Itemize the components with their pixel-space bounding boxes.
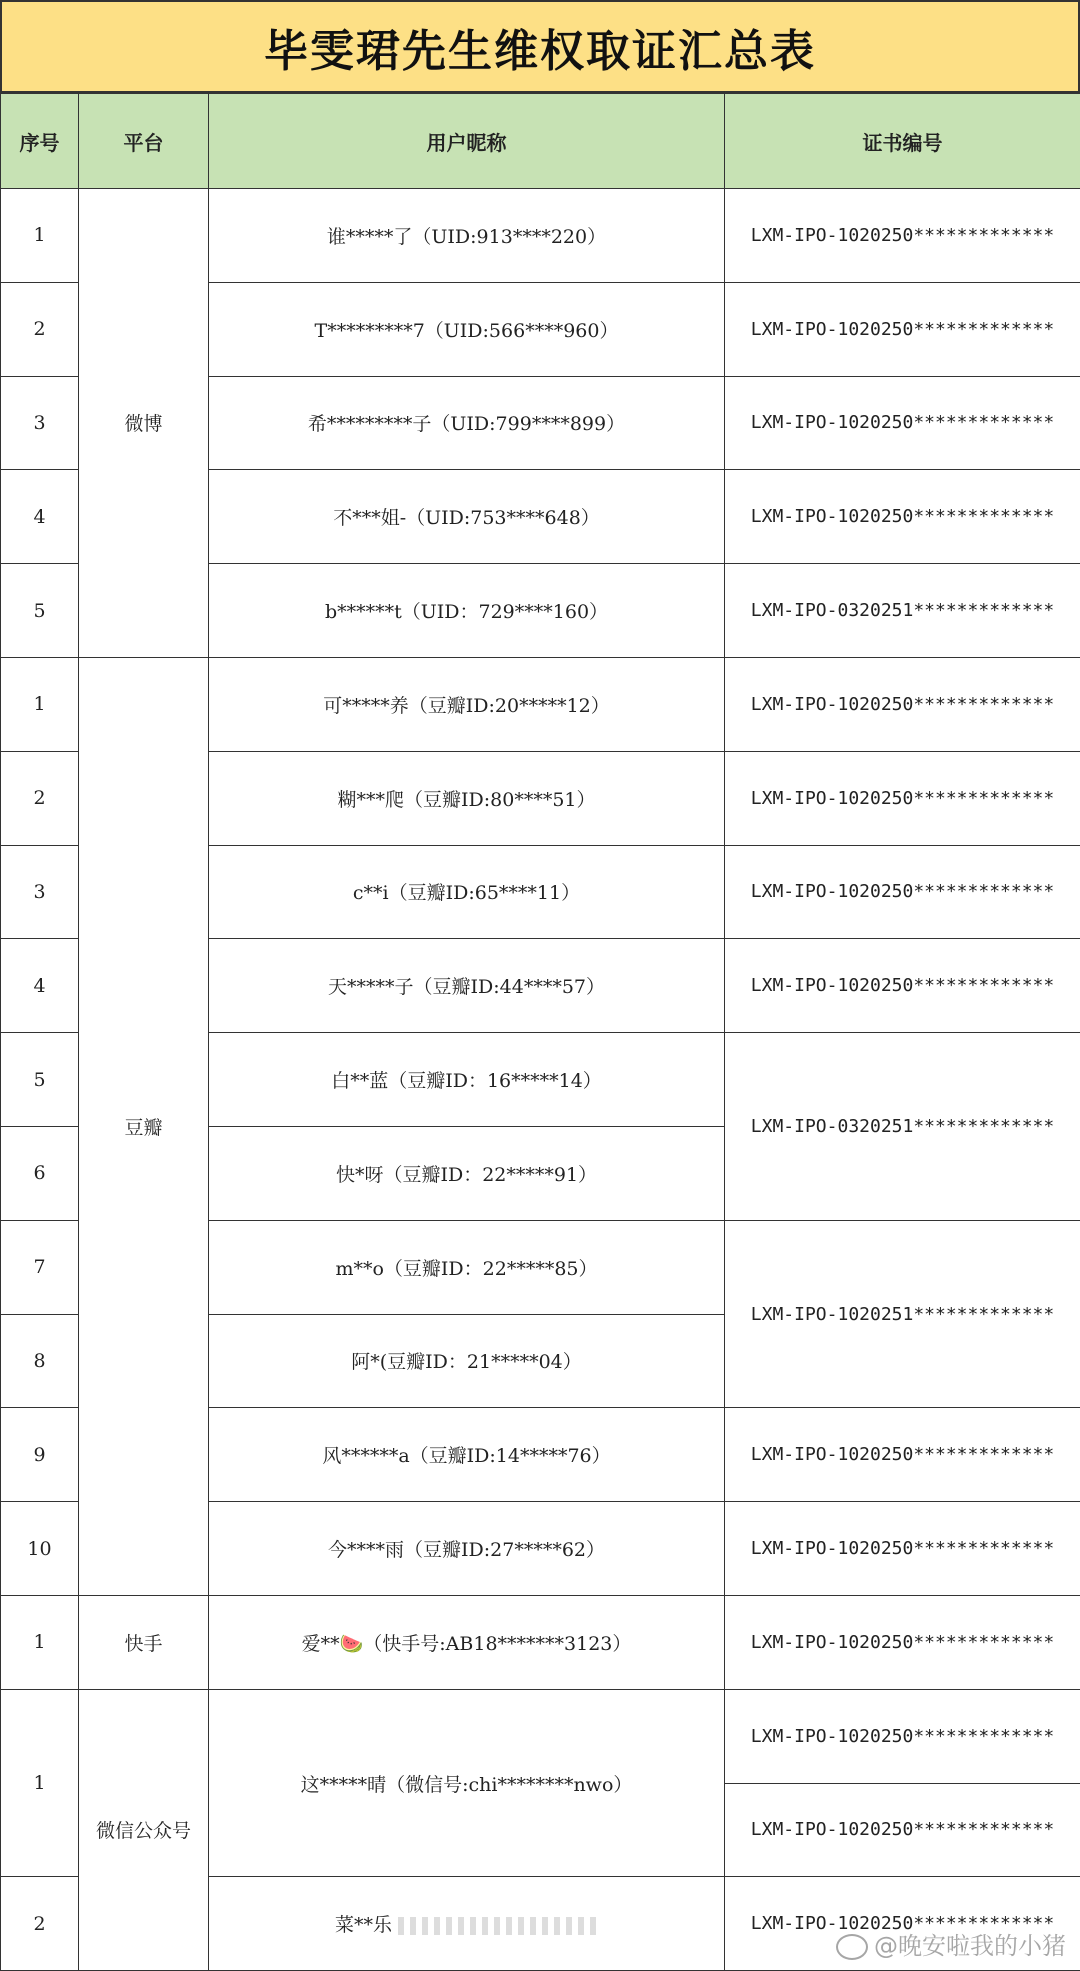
seq-cell: 4 (1, 939, 79, 1033)
cert-cell: LXM-IPO-1020250************* (725, 189, 1080, 283)
seq-cell: 8 (1, 1314, 79, 1408)
cert-cell: LXM-IPO-1020250************* (725, 751, 1080, 845)
cert-cell: LXM-IPO-0320251************* (725, 564, 1080, 658)
platform-cell-kuaishou: 快手 (79, 1595, 209, 1689)
table-row (1, 1689, 1080, 1783)
nickname-cell: 爱**🍉（快手号:AB18*******3123） (209, 1595, 725, 1689)
redaction-bar (398, 1917, 598, 1935)
seq-cell: 6 (1, 1126, 79, 1220)
nickname-cell: c**i（豆瓣ID:65****11） (209, 845, 725, 939)
cert-cell: LXM-IPO-1020250************* (725, 1783, 1080, 1877)
cert-cell: LXM-IPO-1020251************* (725, 1220, 1080, 1408)
nickname-cell: 谁*****了（UID:913****220） (209, 189, 725, 283)
cert-cell: LXM-IPO-1020250************* (725, 845, 1080, 939)
nickname-cell: 今****雨（豆瓣ID:27*****62） (209, 1502, 725, 1596)
nickname-cell: 可*****养（豆瓣ID:20*****12） (209, 657, 725, 751)
seq-cell: 4 (1, 470, 79, 564)
cert-cell: LXM-IPO-1020250************* (725, 1502, 1080, 1596)
cert-cell: LXM-IPO-1020250************* (725, 657, 1080, 751)
cert-cell: LXM-IPO-1020250************* (725, 1689, 1080, 1783)
seq-cell: 5 (1, 1033, 79, 1127)
header-nickname: 用户昵称 (209, 94, 725, 189)
header-cert: 证书编号 (725, 94, 1080, 189)
seq-cell: 3 (1, 376, 79, 470)
table-row (1, 189, 1080, 283)
nickname-cell: 不***姐-（UID:753****648） (209, 470, 725, 564)
nickname-cell: 这*****晴（微信号:chi********nwo） (209, 1689, 725, 1877)
seq-cell: 10 (1, 1502, 79, 1596)
nickname-cell: 希*********子（UID:799****899） (209, 376, 725, 470)
platform-cell-weibo: 微博 (79, 189, 209, 658)
nickname-cell (209, 1877, 725, 1971)
watermark (836, 1926, 1066, 1961)
seq-cell: 7 (1, 1220, 79, 1314)
cert-cell: LXM-IPO-1020250************* (725, 1408, 1080, 1502)
nickname-cell: b******t（UID：729****160） (209, 564, 725, 658)
seq-cell: 3 (1, 845, 79, 939)
header-row (1, 94, 1080, 189)
nickname-cell: 天*****子（豆瓣ID:44****57） (209, 939, 725, 1033)
weibo-logo-icon (836, 1934, 868, 1960)
platform-cell-douban: 豆瓣 (79, 657, 209, 1595)
seq-cell: 1 (1, 1595, 79, 1689)
seq-cell: 1 (1, 657, 79, 751)
cert-cell: LXM-IPO-0320251************* (725, 1033, 1080, 1221)
seq-cell: 2 (1, 751, 79, 845)
table-row (1, 657, 1080, 751)
nickname-cell: m**o（豆瓣ID：22*****85） (209, 1220, 725, 1314)
page-title: 毕雯珺先生维权取证汇总表 (264, 15, 816, 79)
seq-cell: 9 (1, 1408, 79, 1502)
nickname-cell: 快*呀（豆瓣ID：22*****91） (209, 1126, 725, 1220)
seq-cell: 5 (1, 564, 79, 658)
header-platform: 平台 (79, 94, 209, 189)
nickname-cell: T*********7（UID:566****960） (209, 282, 725, 376)
cert-cell: LXM-IPO-1020250************* (725, 470, 1080, 564)
nickname-cell: 阿*(豆瓣ID：21*****04） (209, 1314, 725, 1408)
platform-cell-wechat: 微信公众号 (79, 1689, 209, 1970)
evidence-table (0, 93, 1080, 1971)
nickname-cell: 白**蓝（豆瓣ID：16*****14） (209, 1033, 725, 1127)
cert-cell: LXM-IPO-1020250************* (725, 376, 1080, 470)
cert-cell: LXM-IPO-1020250************* (725, 939, 1080, 1033)
cert-cell: LXM-IPO-1020250************* (725, 282, 1080, 376)
seq-cell: 2 (1, 282, 79, 376)
nickname-cell: 糊***爬（豆瓣ID:80****51） (209, 751, 725, 845)
seq-cell: 2 (1, 1877, 79, 1971)
nickname-cell: 风******a（豆瓣ID:14*****76） (209, 1408, 725, 1502)
table-row (1, 1595, 1080, 1689)
seq-cell: 1 (1, 189, 79, 283)
header-seq: 序号 (1, 94, 79, 189)
cert-cell: LXM-IPO-1020250************* (725, 1877, 1080, 1971)
nickname-text: 菜**乐 (335, 1914, 392, 1936)
cert-cell: LXM-IPO-1020250************* (725, 1595, 1080, 1689)
watermark-text: @晚安啦我的小猪 (874, 1932, 1066, 1960)
seq-cell: 1 (1, 1689, 79, 1877)
title-bar (0, 0, 1080, 93)
